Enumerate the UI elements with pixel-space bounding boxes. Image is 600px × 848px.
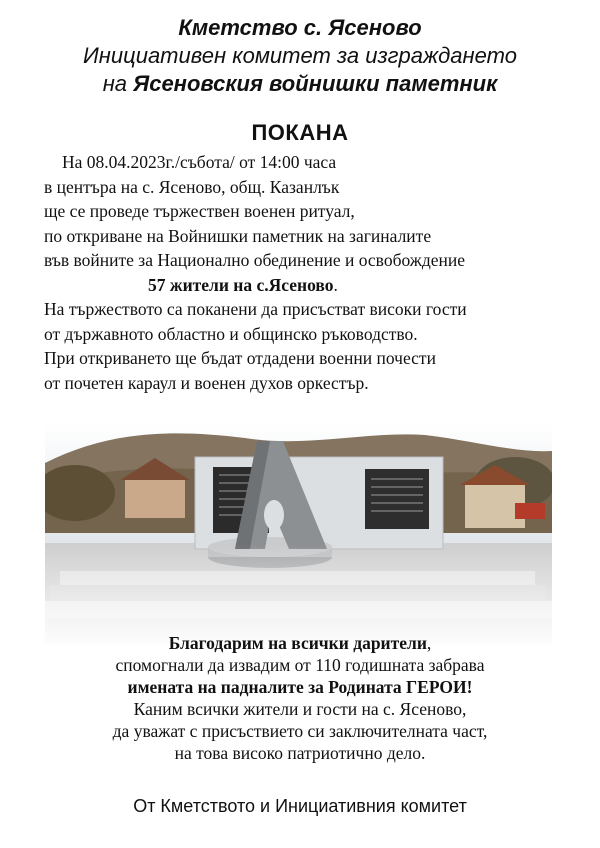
monument-photo-icon (45, 423, 552, 645)
invite-line: на това високо патриотично дело. (174, 743, 426, 763)
residents-count (44, 273, 580, 298)
body-line: При откриването ще бъдат отдадени военни почести (44, 348, 436, 368)
invitation-body (0, 150, 600, 395)
committee-title: Инициативен комитет за изграждането (83, 43, 517, 68)
monument-title-bold: Ясеновския войнишки паметник (133, 71, 498, 96)
invite-line: да уважат с присъствието си заключителната част, (112, 721, 488, 741)
body-line: в центъра на с. Ясеново, общ. Казанлък (44, 176, 340, 197)
heroes-line: имената на падналите за Родината ГЕРОИ! (127, 677, 473, 697)
body-line: във войните за Национално обединение и освобождение (44, 250, 466, 270)
header (0, 0, 600, 98)
thanks-donors: Благодарим на всички дарители (168, 633, 427, 653)
signature: От Кметството и Инициативния комитет (133, 796, 467, 816)
body-line: ще се проведе тържествен военен ритуал, (44, 201, 355, 221)
thanks-line: спомогнали да извадим от 110 годишната забрава (115, 655, 485, 675)
body-line: На тържеството са поканени да присъстват високи гости (44, 299, 467, 319)
monument-photo (45, 423, 552, 645)
mayoralty-title: Кметство с. Ясеново (178, 15, 422, 40)
residents-count-suffix: . (333, 274, 338, 295)
thanks-line (0, 632, 600, 654)
thanks-suffix: , (426, 633, 432, 653)
body-line: На 08.04.2023г./събота/ от 14:00 часа (62, 152, 337, 172)
thanks-block (0, 632, 600, 764)
monument-title (0, 70, 600, 98)
body-line: от държавното областно и общинско ръководство. (44, 323, 418, 344)
invitation-title: ПОКАНА (251, 120, 349, 145)
invite-line: Каним всички жители и гости на с. Ясеново, (133, 699, 467, 719)
monument-title-prefix: на (102, 71, 134, 96)
residents-count-text: 57 жители на с.Ясеново (148, 274, 334, 295)
body-line: от почетен караул и военен духов оркестър. (44, 372, 369, 393)
body-line: по откриване на Войнишки паметник на загиналите (44, 225, 432, 246)
